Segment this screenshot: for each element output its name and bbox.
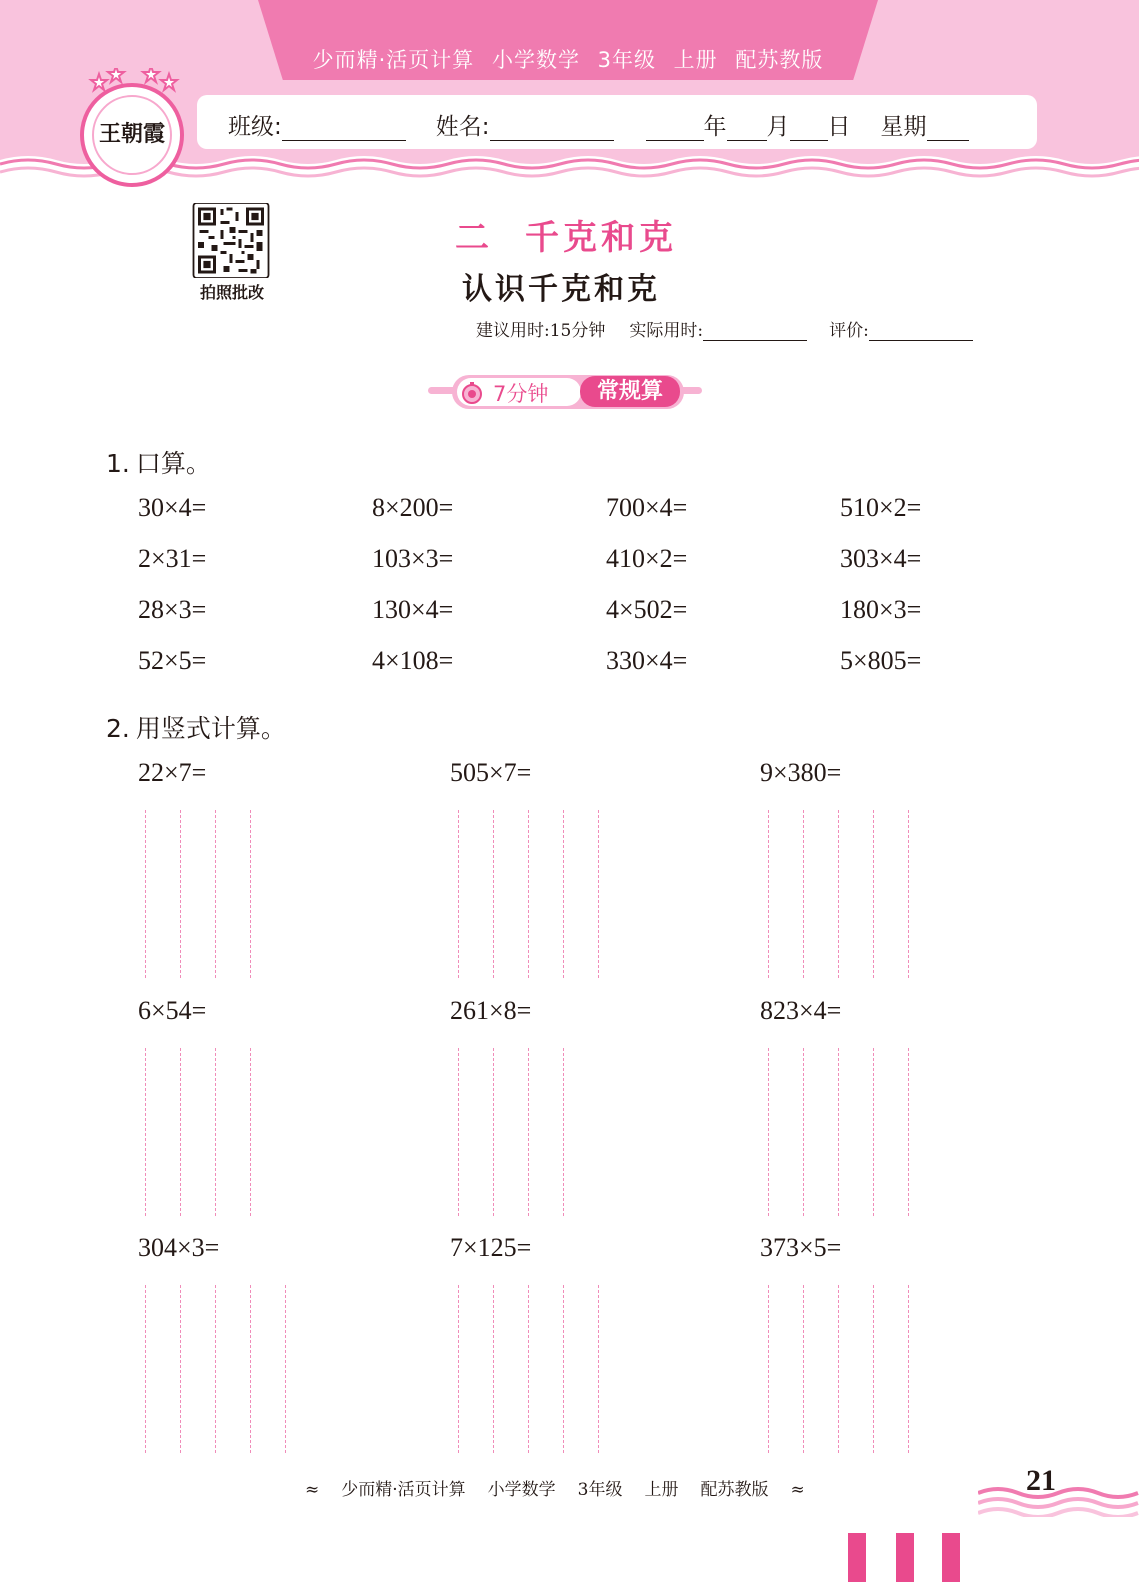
- question-1-text: 口算。: [135, 449, 211, 478]
- footer-wave-right-icon: ≈: [790, 1480, 805, 1500]
- edge-mark: [848, 1533, 866, 1582]
- logo-text: 王朝霞: [98, 121, 165, 147]
- page-number: 21: [1026, 1464, 1056, 1497]
- oral-problem: 8×200=: [372, 493, 454, 522]
- work-guide-line: [145, 1285, 146, 1453]
- work-guide-line: [838, 810, 839, 978]
- chapter-number: 二: [455, 218, 493, 258]
- work-guide-line: [768, 1048, 769, 1216]
- work-guide-line: [145, 810, 146, 978]
- work-guide-line: [458, 1048, 459, 1216]
- work-guide-line: [838, 1048, 839, 1216]
- page-edge-marks: [844, 1533, 964, 1582]
- qr-code-icon[interactable]: [192, 203, 270, 278]
- badge-tag: 常规算: [580, 376, 680, 407]
- work-guide-line: [493, 1048, 494, 1216]
- vertical-problem: 373×5=: [760, 1233, 842, 1262]
- question-1-number: 1.: [106, 449, 130, 478]
- work-guide-line: [803, 810, 804, 978]
- work-guide-line: [250, 1285, 251, 1453]
- question-2-text: 用竖式计算。: [135, 714, 286, 743]
- edge-mark: [942, 1533, 960, 1582]
- work-guide-line: [458, 810, 459, 978]
- class-field[interactable]: [282, 114, 406, 141]
- work-guide-line: [908, 810, 909, 978]
- vertical-problem: 7×125=: [450, 1233, 532, 1262]
- oral-problem: 510×2=: [840, 493, 922, 522]
- work-guide-line: [493, 1285, 494, 1453]
- oral-problem: 30×4=: [138, 493, 207, 522]
- footer-wave-left-icon: ≈: [305, 1480, 320, 1500]
- oral-problem: 5×805=: [840, 646, 922, 675]
- weekday-field[interactable]: [927, 114, 969, 141]
- work-guide-line: [180, 1285, 181, 1453]
- footer-part: 小学数学: [487, 1480, 556, 1500]
- lesson-title: 认识千克和克: [462, 272, 660, 307]
- timing-row: [476, 316, 973, 341]
- vertical-problem: 261×8=: [450, 996, 532, 1025]
- footer-part: 少而精·活页计算: [341, 1480, 466, 1500]
- badge-time: 7分钟: [493, 382, 549, 406]
- work-guide-line: [285, 1285, 286, 1453]
- oral-row: [138, 595, 1078, 646]
- oral-row: [138, 646, 1078, 697]
- work-guide-line: [180, 810, 181, 978]
- vertical-problem: 304×3=: [138, 1233, 220, 1262]
- oral-problem: 130×4=: [372, 595, 454, 624]
- page-wave-icon: [978, 1483, 1139, 1517]
- vertical-problem: 823×4=: [760, 996, 842, 1025]
- work-guide-line: [215, 1048, 216, 1216]
- work-guide-line: [598, 1285, 599, 1453]
- question-2-title: [106, 709, 286, 745]
- year-label: 年: [703, 114, 727, 140]
- work-guide-line: [873, 1048, 874, 1216]
- vertical-problem: 9×380=: [760, 758, 842, 787]
- year-field[interactable]: [646, 114, 704, 141]
- work-guide-line: [563, 1048, 564, 1216]
- chapter-title: 千克和克: [525, 218, 677, 258]
- work-guide-line: [873, 1285, 874, 1453]
- edge-mark: [896, 1533, 914, 1582]
- vertical-problem: 505×7=: [450, 758, 532, 787]
- brand-logo: [80, 83, 184, 187]
- work-guide-line: [180, 1048, 181, 1216]
- work-guide-line: [908, 1285, 909, 1453]
- work-guide-line: [250, 1048, 251, 1216]
- work-guide-line: [598, 810, 599, 978]
- qr-label: 拍照批改: [199, 283, 264, 302]
- oral-problem: 2×31=: [138, 544, 207, 573]
- work-guide-line: [768, 1285, 769, 1453]
- oral-problem: 28×3=: [138, 595, 207, 624]
- work-guide-line: [768, 810, 769, 978]
- weekday-label: 星期: [880, 114, 927, 140]
- oral-row: [138, 493, 1078, 544]
- oral-calculation-grid: [138, 493, 1078, 697]
- oral-problem: 103×3=: [372, 544, 454, 573]
- student-info-row: [228, 108, 969, 141]
- month-label: 月: [766, 114, 790, 140]
- vertical-problem: 6×54=: [138, 996, 207, 1025]
- rating-label: 评价:: [829, 321, 869, 341]
- work-guide-line: [528, 1285, 529, 1453]
- oral-problem: 4×108=: [372, 646, 454, 675]
- oral-problem: 180×3=: [840, 595, 922, 624]
- actual-time-label: 实际用时:: [629, 321, 704, 341]
- oral-problem: 700×4=: [606, 493, 688, 522]
- day-label: 日: [827, 114, 851, 140]
- work-guide-line: [528, 1048, 529, 1216]
- work-guide-line: [145, 1048, 146, 1216]
- oral-problem: 410×2=: [606, 544, 688, 573]
- oral-problem: 52×5=: [138, 646, 207, 675]
- day-field[interactable]: [790, 114, 828, 141]
- suggested-time: 建议用时:15分钟: [476, 321, 606, 341]
- oral-row: [138, 544, 1078, 595]
- oral-problem: 303×4=: [840, 544, 922, 573]
- footer-part: 上册: [644, 1480, 679, 1500]
- month-field[interactable]: [727, 114, 767, 141]
- rating-field[interactable]: [869, 320, 973, 341]
- footer-part: 配苏教版: [700, 1480, 769, 1500]
- header-title: 少而精·活页计算 小学数学 3年级 上册 配苏教版: [312, 48, 824, 72]
- oral-problem: 330×4=: [606, 646, 688, 675]
- work-guide-line: [250, 810, 251, 978]
- footer-part: 3年级: [577, 1480, 623, 1500]
- work-guide-line: [563, 1285, 564, 1453]
- work-guide-line: [493, 810, 494, 978]
- work-guide-line: [838, 1285, 839, 1453]
- name-field[interactable]: [490, 114, 614, 141]
- oral-problem: 4×502=: [606, 595, 688, 624]
- question-2-number: 2.: [106, 714, 130, 743]
- name-label: 姓名:: [435, 114, 490, 140]
- work-guide-line: [215, 1285, 216, 1453]
- work-guide-line: [458, 1285, 459, 1453]
- work-guide-line: [908, 1048, 909, 1216]
- work-guide-line: [873, 810, 874, 978]
- footer-text: [305, 1475, 827, 1500]
- chapter-heading: [455, 210, 677, 259]
- work-guide-line: [563, 810, 564, 978]
- work-guide-line: [803, 1048, 804, 1216]
- work-guide-line: [528, 810, 529, 978]
- work-guide-line: [803, 1285, 804, 1453]
- question-1-title: [106, 444, 211, 480]
- vertical-problem: 22×7=: [138, 758, 207, 787]
- stopwatch-icon: [460, 381, 484, 405]
- work-guide-line: [215, 810, 216, 978]
- actual-time-field[interactable]: [703, 320, 807, 341]
- class-label: 班级:: [228, 114, 282, 140]
